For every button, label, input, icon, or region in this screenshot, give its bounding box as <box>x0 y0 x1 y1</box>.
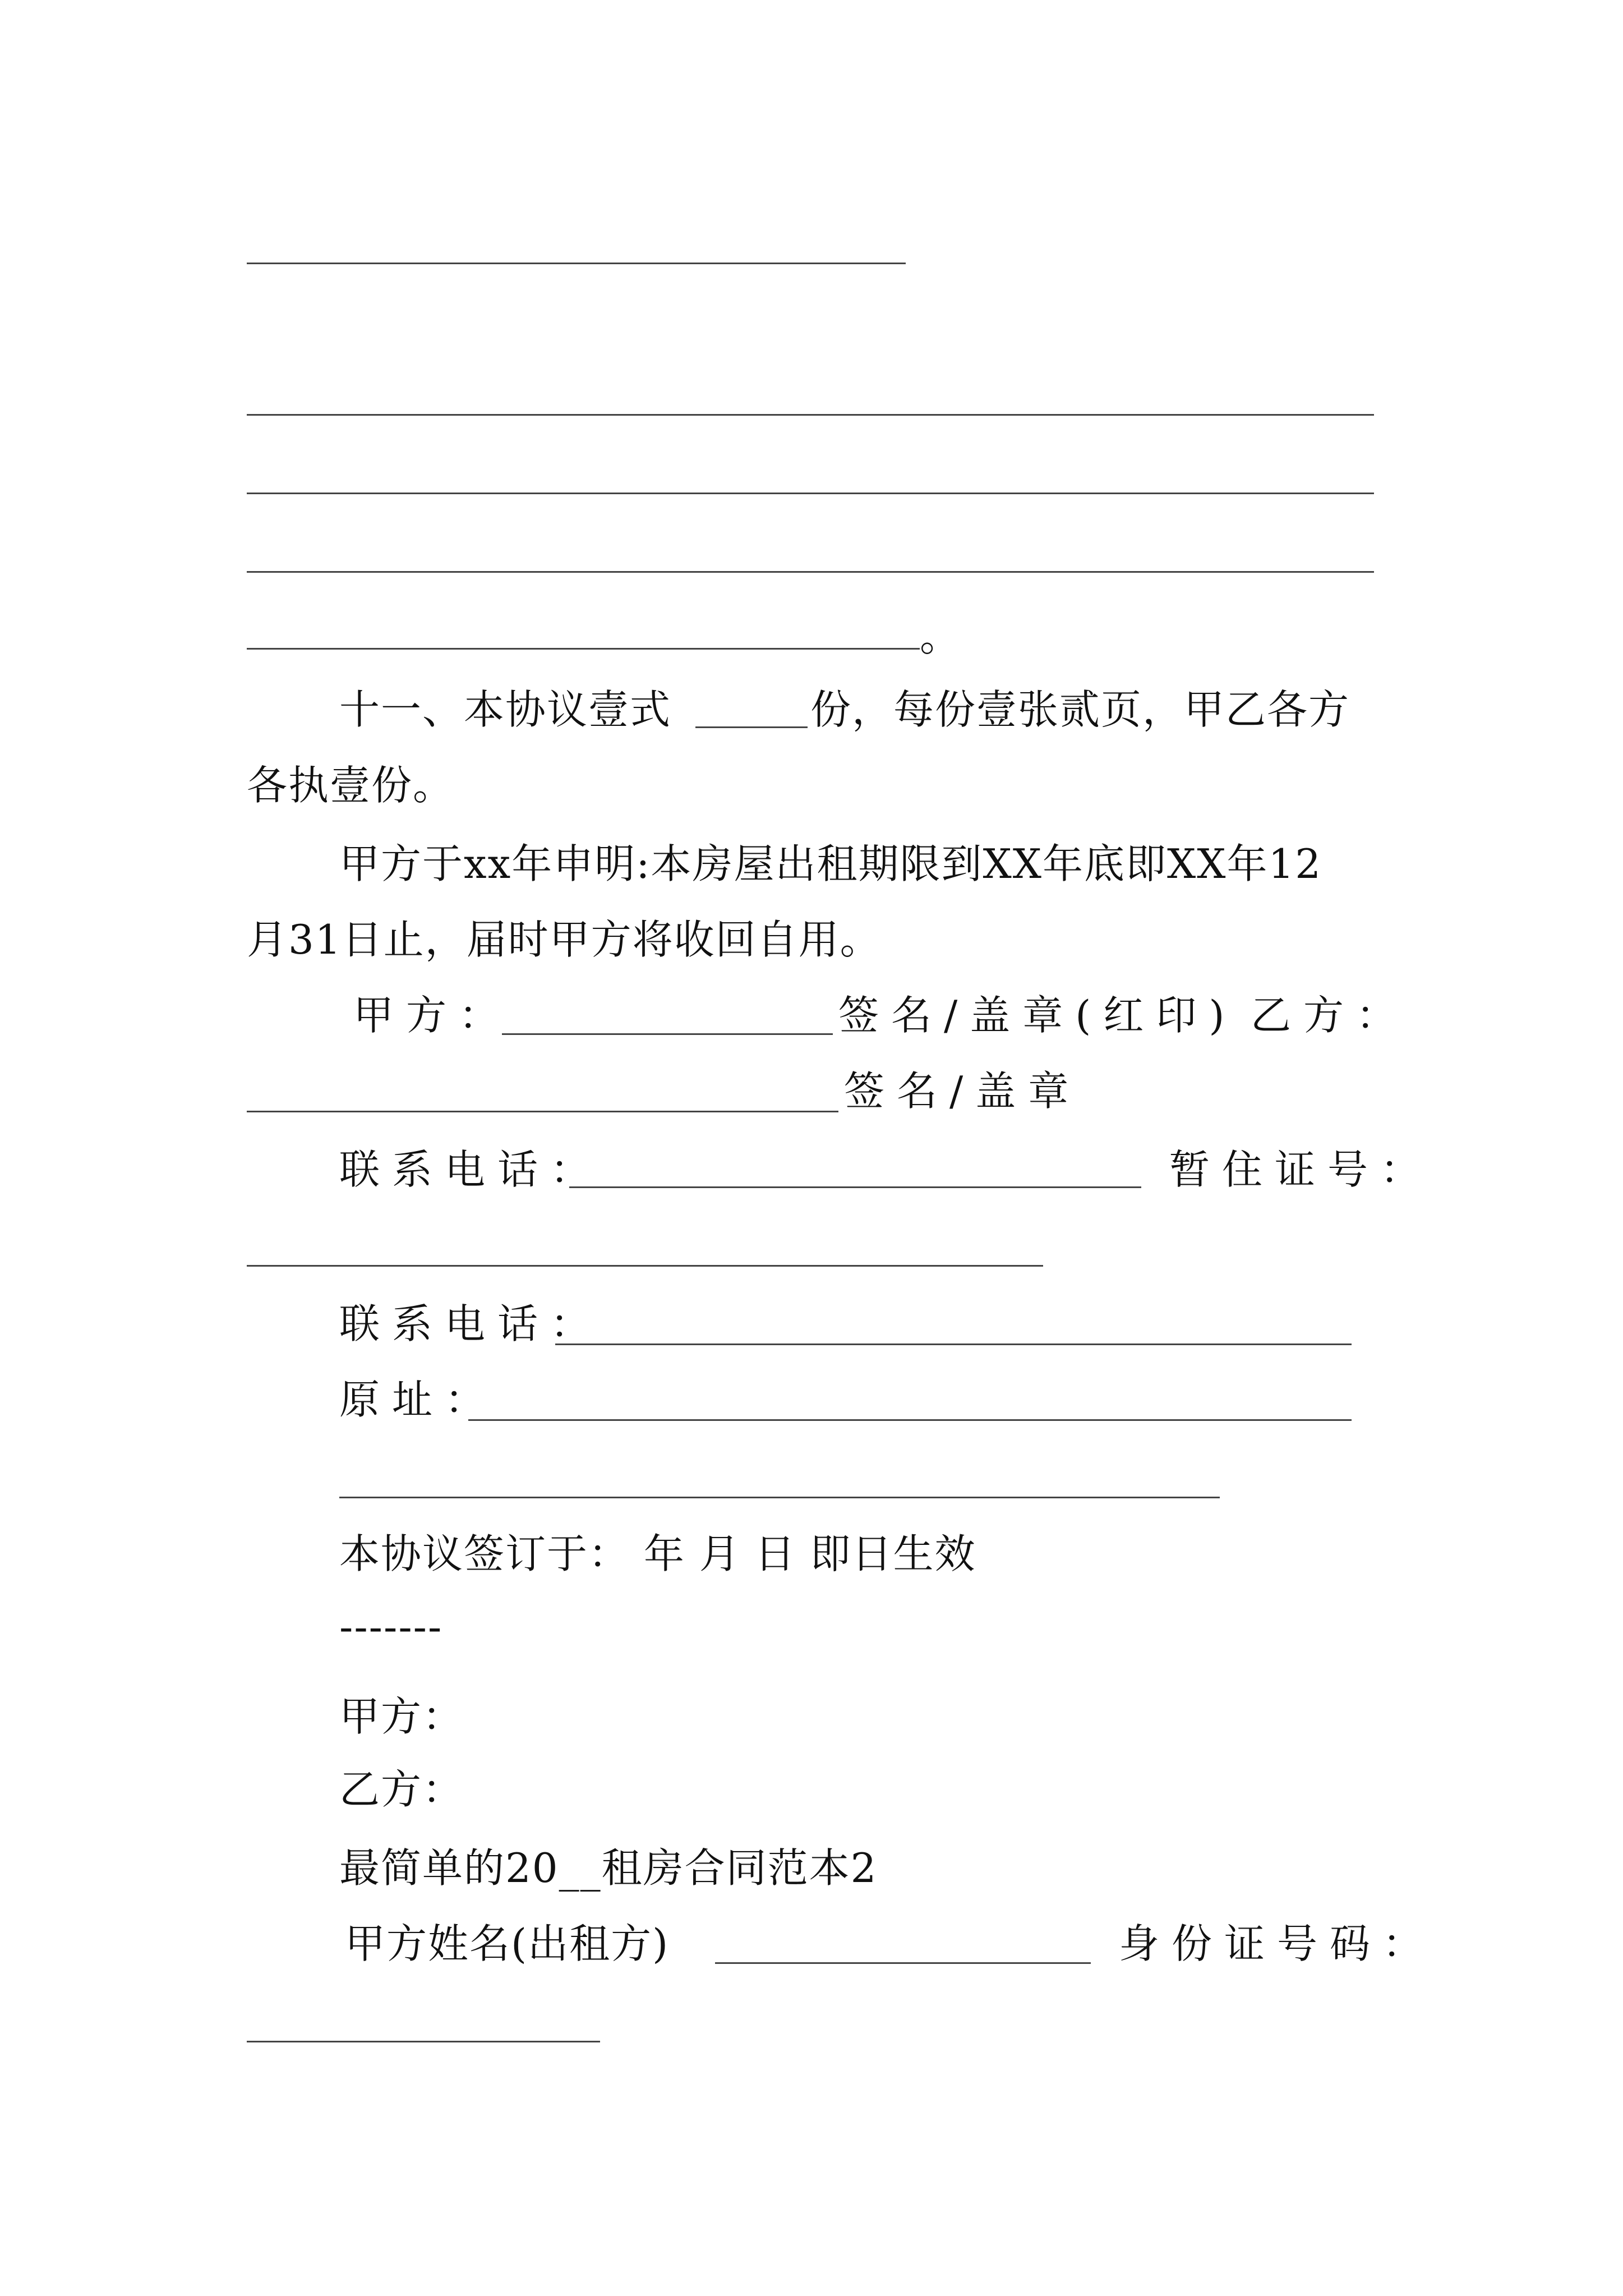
clause-11-start: 十一、本协议壹式 <box>339 686 672 733</box>
sign-party-b-label: 乙方： <box>1251 992 1409 1039</box>
statement-line-2: 月31日止，届时甲方将收回自用。 <box>247 916 882 963</box>
temp-id-label: 暂住证号： <box>1169 1146 1433 1193</box>
address-label: 原址： <box>339 1376 498 1423</box>
sign-seal-red: 签名/盖章(红印) <box>838 992 1237 1039</box>
blank-line <box>247 1265 1043 1267</box>
blank-line <box>695 726 808 728</box>
dash-separator: ------- <box>339 1603 443 1650</box>
blank-line <box>247 2041 600 2042</box>
blank-line <box>715 1962 1091 1964</box>
blank-line <box>247 493 1374 494</box>
period-mark: 。 <box>920 613 962 660</box>
template-title: 最简单的20__租房合同范本2 <box>339 1844 878 1892</box>
signed-date: 本协议签订于： 年 月 日 即日生效 <box>339 1530 976 1577</box>
party-a-label: 甲方： <box>339 1693 464 1740</box>
phone-label-1: 联系电话： <box>339 1146 603 1193</box>
party-b-label: 乙方： <box>339 1766 464 1813</box>
blank-line <box>247 1111 838 1112</box>
clause-11-continued: 各执壹份。 <box>247 762 455 809</box>
blank-line <box>247 414 1374 416</box>
blank-line <box>555 1343 1352 1345</box>
clause-11-end: 份，每份壹张贰页，甲乙各方 <box>810 686 1350 733</box>
sign-party-a-label: 甲方： <box>353 992 512 1039</box>
statement-line-1: 甲方于xx年申明:本房屋出租期限到XX年底即XX年12 <box>339 840 1322 887</box>
blank-line <box>468 1419 1352 1421</box>
blank-line <box>247 263 906 264</box>
blank-line <box>569 1186 1141 1188</box>
landlord-name-label: 甲方姓名(出租方) <box>345 1920 670 1967</box>
id-number-label: 身份证号码： <box>1119 1920 1436 1967</box>
blank-line <box>502 1033 833 1035</box>
blank-line <box>339 1497 1220 1498</box>
sign-seal-b: 签名/盖章 <box>844 1068 1081 1115</box>
blank-line <box>247 648 920 650</box>
blank-line <box>247 571 1374 573</box>
phone-label-2: 联系电话： <box>339 1300 603 1347</box>
